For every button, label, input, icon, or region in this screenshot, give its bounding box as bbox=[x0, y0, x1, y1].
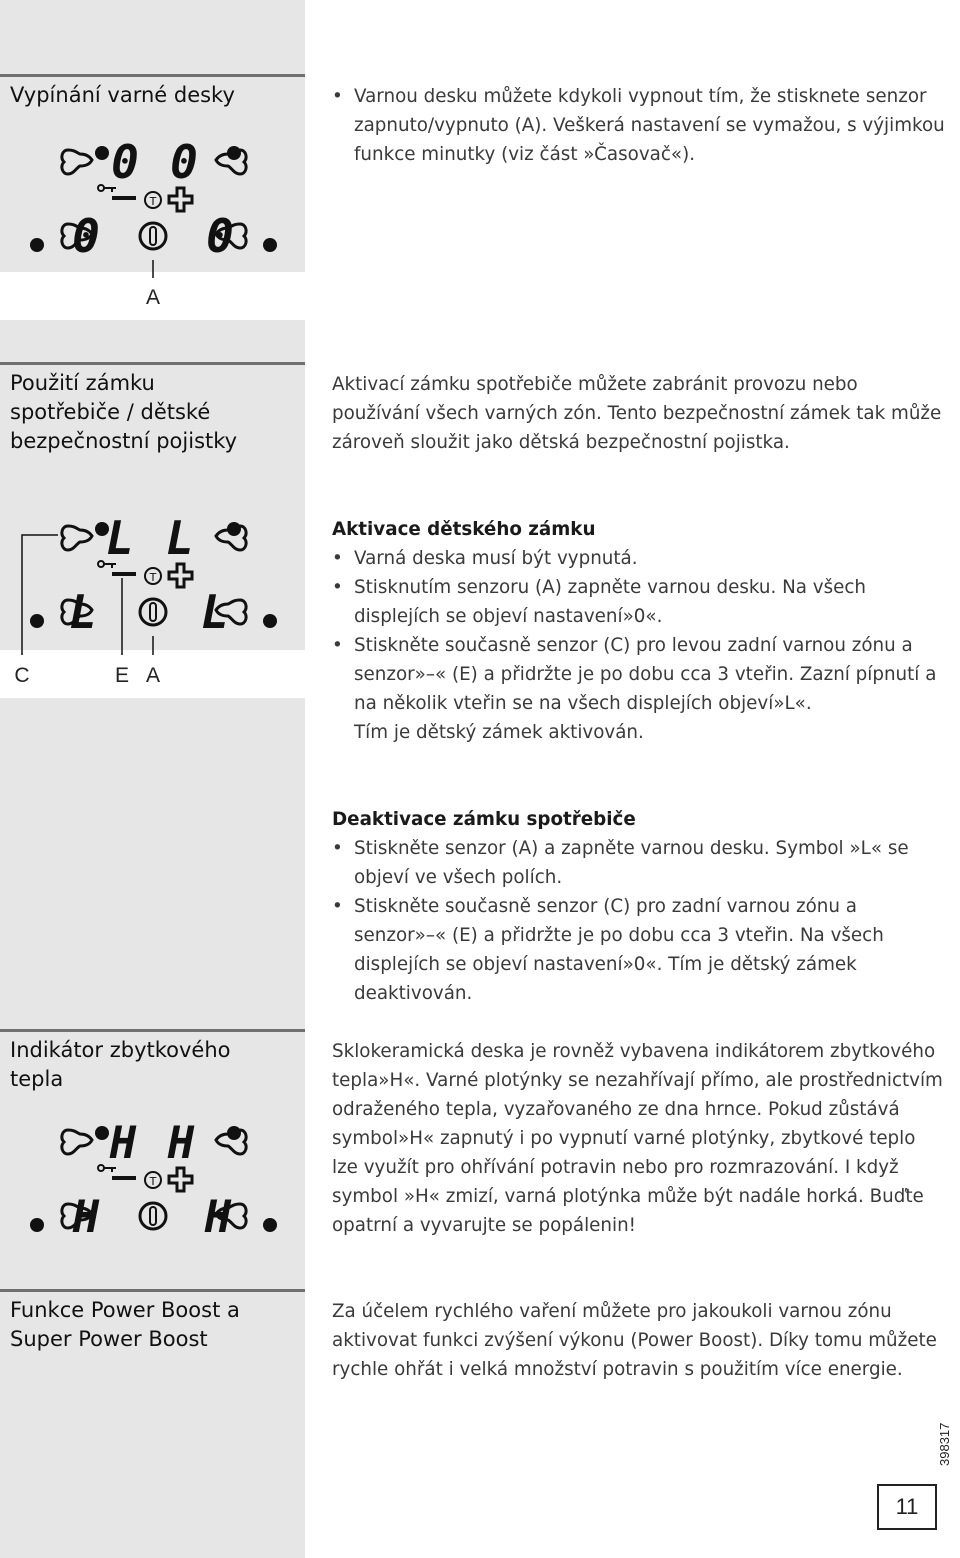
label-e: E bbox=[114, 664, 130, 687]
plus-sensor-icon bbox=[169, 564, 192, 587]
svg-text:T: T bbox=[149, 195, 157, 208]
display-digit-bottom-left: 0 bbox=[72, 209, 100, 263]
bullet-item: • Stiskněte současně senzor (C) pro levou zadní varnou zónu a senzor»–« (E) a přidržte je po dobu cca 3 vteřin. Zazní pípnutí a na několik vteřin se na všech displejích objeví»L«. bbox=[332, 631, 947, 718]
boost-text: Za účelem rychlého vaření můžete pro jakoukoli varnou zónu aktivovat funkci zvýšení výkonu (Power Boost). Díky tomu můžete rychle ohřát i velká množství potravin s použitím více energie. bbox=[332, 1301, 937, 1380]
label-a: A bbox=[145, 664, 161, 687]
zone-outline-icon bbox=[62, 1130, 92, 1154]
lock-intro-text: Aktivací zámku spotřebiče můžete zabránit provozu nebo používání všech varných zón. Tento bezpečnostní zámek tak může zároveň sloužit jako dětská bezpečnostní pojistka. bbox=[332, 374, 942, 453]
display-digit-bottom-right: H bbox=[204, 1192, 232, 1243]
section-rule bbox=[0, 74, 305, 77]
zone-dot-icon bbox=[227, 146, 241, 160]
bullet-item: • Varnou desku můžete kdykoli vypnout tím, že stisknete senzor zapnuto/vypnuto (A). Veškerá nastavení se vymažou, s výjimkou funkce minutky (viz část »Časovač«). bbox=[332, 82, 947, 169]
zone-dot-icon bbox=[263, 614, 277, 628]
display-digit-top-left: H bbox=[109, 1118, 137, 1169]
zone-dot-icon bbox=[95, 1126, 109, 1140]
display-diagram-residual bbox=[0, 1116, 305, 1256]
label-c: C bbox=[14, 664, 30, 687]
display-digit-top-left: 0 bbox=[111, 135, 139, 189]
section-lock-intro bbox=[332, 370, 947, 457]
minus-sensor-icon bbox=[112, 1176, 136, 1180]
section-rule bbox=[0, 1029, 305, 1032]
zone-dot-icon bbox=[263, 1218, 277, 1232]
zone-dot-icon bbox=[263, 238, 277, 252]
minus-sensor-icon bbox=[112, 196, 136, 200]
section-off-text bbox=[332, 82, 947, 169]
deactivate-heading: Deaktivace zámku spotřebiče bbox=[332, 809, 636, 830]
activate-result: Tím je dětský zámek aktivován. bbox=[354, 722, 644, 743]
bullet-item: • Varná deska musí být vypnutá. bbox=[332, 544, 947, 573]
zone-dot-icon bbox=[30, 238, 44, 252]
plus-sensor-icon bbox=[169, 1168, 192, 1191]
section-title-off: Vypínání varné desky bbox=[10, 83, 235, 107]
section-title-lock bbox=[10, 369, 237, 456]
section-residual-text bbox=[332, 1037, 947, 1240]
power-icon bbox=[140, 223, 166, 249]
display-digit-top-right: L bbox=[166, 511, 194, 565]
bullet-item: • Stisknutím senzoru (A) zapněte varnou desku. Na všech displejích se objeví nastavení»0«. bbox=[332, 573, 947, 631]
timer-icon bbox=[145, 192, 161, 208]
timer-icon bbox=[145, 1172, 161, 1188]
residual-text: Sklokeramická deska je rovněž vybavena indikátorem zbytkového tepla»H«. Varné plotýnky se nezahřívají přímo, ale prostřednictvím odraženého tepla, vyzařovaného ze dna hrnce. Pokud zůstává symbol»H« zapnutý i po vypnutí varné plotýnky, zbytkové teplo lze využít pro ohřívání potravin nebo pro rozmrazování. I když symbol »H« zmizí, varná plotýnka může být nadále horká. Buďte opatrní a vyvarujte se popálenin! bbox=[332, 1041, 943, 1236]
title-line: Funkce Power Boost a bbox=[10, 1298, 240, 1322]
svg-text:T: T bbox=[149, 1175, 157, 1188]
zone-outline-icon bbox=[62, 526, 92, 550]
display-diagram-lock bbox=[0, 510, 305, 698]
document-number: 398317 bbox=[937, 1422, 952, 1466]
display-digit-bottom-left: H bbox=[72, 1192, 100, 1243]
section-rule bbox=[0, 362, 305, 365]
display-diagram-off bbox=[0, 128, 305, 320]
power-icon bbox=[140, 1203, 166, 1229]
section-rule bbox=[0, 1289, 305, 1292]
display-digit-top-right: H bbox=[167, 1118, 195, 1169]
zone-outline-icon bbox=[62, 150, 92, 174]
plus-sensor-icon bbox=[169, 188, 192, 211]
svg-text:T: T bbox=[149, 571, 157, 584]
zone-dot-icon bbox=[227, 522, 241, 536]
section-boost-text bbox=[332, 1297, 947, 1384]
label-a: A bbox=[145, 286, 161, 309]
page-number: 11 bbox=[877, 1484, 937, 1530]
title-line: Použití zámku bbox=[10, 371, 155, 395]
display-digit-bottom-right: 0 bbox=[206, 209, 234, 263]
timer-icon bbox=[145, 568, 161, 584]
title-line: spotřebiče / dětské bbox=[10, 400, 211, 424]
title-line: tepla bbox=[10, 1067, 64, 1091]
title-line: bezpečnostní pojistky bbox=[10, 429, 238, 453]
display-digit-bottom-left: L bbox=[69, 585, 97, 639]
title-line: Indikátor zbytkového bbox=[10, 1038, 231, 1062]
zone-dot-icon bbox=[30, 614, 44, 628]
zone-dot-icon bbox=[227, 1126, 241, 1140]
section-title-boost bbox=[10, 1296, 240, 1354]
display-digit-top-right: 0 bbox=[170, 135, 198, 189]
zone-dot-icon bbox=[30, 1218, 44, 1232]
lock-deactivate-block bbox=[332, 805, 947, 1008]
minus-sensor-icon bbox=[112, 572, 136, 576]
title-line: Super Power Boost bbox=[10, 1327, 208, 1351]
display-digit-bottom-right: L bbox=[201, 585, 229, 639]
bullet-item: • Stiskněte současně senzor (C) pro zadní varnou zónu a senzor»–« (E) a přidržte je po dobu cca 3 vteřin. Na všech displejích se objeví nastavení»0«. Tím je dětský zámek deaktivován. bbox=[332, 892, 947, 1008]
leader-line-c bbox=[22, 535, 58, 655]
section-title-residual bbox=[10, 1036, 231, 1094]
bullet-item: • Stiskněte senzor (A) a zapněte varnou desku. Symbol »L« se objeví ve všech polích. bbox=[332, 834, 947, 892]
power-icon bbox=[140, 599, 166, 625]
lock-activate-block bbox=[332, 515, 947, 747]
activate-heading: Aktivace dětského zámku bbox=[332, 519, 596, 540]
zone-dot-icon bbox=[95, 146, 109, 160]
display-digit-top-left: L bbox=[106, 511, 134, 565]
